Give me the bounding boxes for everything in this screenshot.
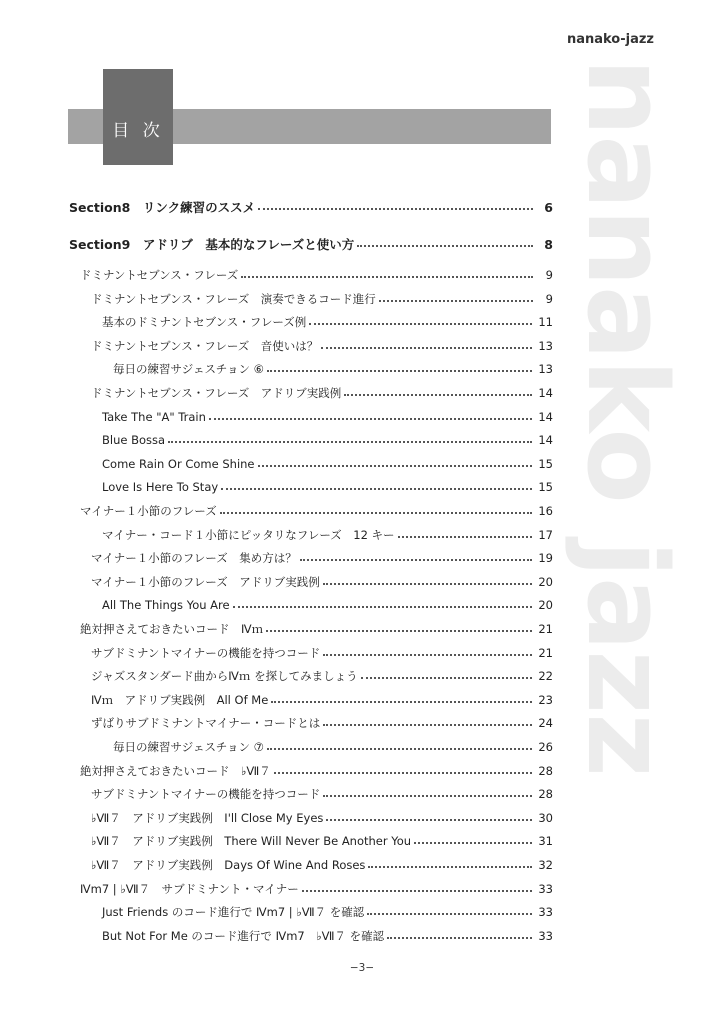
toc-entry-title: Take The "A" Train [102, 409, 206, 424]
dot-leader [414, 842, 532, 844]
toc-row[interactable] [91, 855, 553, 875]
toc-entry-title: マイナー・コード１小節にピッタリなフレーズ 12 キー [102, 527, 395, 542]
toc-row[interactable] [102, 525, 553, 545]
toc-entry-title: Ⅳｍ アドリブ実践例 All Of Me [91, 692, 269, 707]
toc-entry-title: Blue Bossa [102, 433, 166, 448]
dot-leader [266, 630, 532, 632]
dot-leader [271, 701, 532, 703]
toc-entry-title: 毎日の練習サジェスチョン ⑥ [113, 362, 264, 377]
dot-leader [379, 300, 533, 302]
toc-entry-title: Come Rain Or Come Shine [102, 456, 255, 471]
toc-entry-title: 絶対押さえておきたいコード ♭Ⅶ７ [80, 763, 271, 778]
toc-page-number: 33 [538, 881, 553, 896]
toc-row[interactable] [91, 289, 553, 309]
toc-row[interactable] [91, 713, 553, 733]
toc-entry-title: サブドミナントマイナーの機能を持つコード [91, 645, 321, 660]
toc-entry-title: Love Is Here To Stay [102, 480, 219, 495]
dot-leader [368, 866, 532, 868]
dot-leader [309, 323, 532, 325]
toc-page-number: 16 [538, 504, 553, 518]
toc-page-number: 23 [538, 692, 553, 707]
toc-page-number: 21 [538, 622, 553, 636]
toc-page-number: 32 [538, 858, 553, 872]
dot-leader [398, 536, 533, 538]
toc-entry-title: マイナー１小節のフレーズ [80, 504, 217, 518]
dot-leader [323, 654, 532, 656]
dot-leader [258, 465, 533, 467]
dot-leader [361, 677, 533, 679]
dot-leader [326, 819, 532, 821]
toc-page-number: 24 [538, 716, 553, 731]
toc-page-number: 26 [538, 740, 553, 754]
toc-row[interactable] [91, 572, 553, 592]
toc-page-number: 20 [538, 598, 553, 613]
toc-row[interactable] [102, 902, 553, 922]
toc-entry-title: All The Things You Are [102, 598, 230, 613]
toc-entry-title: ジャズスタンダード曲からⅣｍ を探してみましょう [91, 669, 358, 684]
toc-row[interactable] [80, 619, 553, 639]
toc-page-number: 11 [538, 315, 553, 330]
toc-row[interactable] [102, 454, 553, 474]
toc-page-number: 30 [538, 810, 553, 825]
toc-entry-title: ♭Ⅶ７ アドリブ実践例 Days Of Wine And Roses [91, 858, 366, 872]
toc-row[interactable] [91, 666, 553, 686]
toc-page-number: 9 [545, 291, 553, 306]
toc-row[interactable] [102, 477, 553, 497]
dot-leader [300, 559, 533, 561]
dot-leader [267, 370, 532, 372]
toc-entry-title: But Not For Me のコード進行で Ⅳm7 ♭Ⅶ７ を確認 [102, 928, 385, 943]
toc-entry-title: Ⅳm7 | ♭Ⅶ７ サブドミナント・マイナー [80, 881, 299, 896]
toc-page-number: 14 [538, 433, 553, 448]
toc-row[interactable] [102, 407, 553, 427]
toc-row[interactable] [80, 501, 553, 521]
dot-leader [302, 890, 533, 892]
toc-page-number: 33 [538, 928, 553, 943]
toc-section-row[interactable] [69, 234, 553, 254]
toc-entry-title: 毎日の練習サジェスチョン ⑦ [113, 740, 264, 754]
toc-page-number: 14 [538, 409, 553, 424]
dot-leader [274, 772, 533, 774]
toc-page-number: 9 [545, 268, 553, 282]
toc-page-number: 13 [538, 362, 553, 377]
toc-page-number: 17 [538, 527, 553, 542]
toc-entry-title: 絶対押さえておきたいコード Ⅳｍ [80, 622, 264, 636]
toc-row[interactable] [113, 737, 553, 757]
toc-page-number: 33 [538, 905, 553, 920]
toc-page-number: 28 [538, 787, 553, 802]
dot-leader [367, 913, 532, 915]
dot-leader [321, 347, 532, 349]
toc-page-number: 14 [538, 386, 553, 400]
toc-page-number: 21 [538, 645, 553, 660]
toc-page-number: 13 [538, 338, 553, 353]
toc-page-number: 19 [538, 551, 553, 566]
toc-row[interactable] [91, 784, 553, 804]
brand-label: nanako-jazz [566, 32, 654, 47]
toc-entry-title: ドミナントセブンス・フレーズ 音使いは？ [91, 338, 319, 353]
toc-row[interactable] [102, 430, 553, 450]
toc-row[interactable] [91, 383, 553, 403]
watermark-text: nanako jazz [563, 58, 691, 777]
toc-page-number: 15 [538, 456, 553, 471]
toc-entry-title: Just Friends のコード進行で Ⅳm7 | ♭Ⅶ７ を確認 [102, 905, 365, 920]
toc-entry-title: ドミナントセブンス・フレーズ [80, 268, 239, 282]
toc-page-number: 20 [538, 574, 553, 589]
dot-leader [267, 748, 532, 750]
toc-row[interactable] [102, 926, 553, 946]
toc-row[interactable] [91, 690, 553, 710]
dot-leader [221, 488, 532, 490]
toc-row[interactable] [80, 761, 553, 781]
dot-leader [168, 441, 532, 443]
toc-page-number: 28 [538, 763, 553, 778]
toc-entry-title: ドミナントセブンス・フレーズ アドリブ実践例 [91, 386, 342, 400]
toc-row[interactable] [80, 879, 553, 899]
toc-row[interactable] [102, 312, 553, 332]
toc-entry-title: Section8 リンク練習のススメ [69, 200, 256, 215]
toc-row[interactable] [91, 808, 553, 828]
toc-page-number: 22 [538, 669, 553, 684]
page-number: −3− [349, 962, 375, 974]
toc-section-row[interactable] [69, 197, 553, 217]
dot-leader [357, 245, 533, 247]
dot-leader [233, 606, 533, 608]
dot-leader [209, 418, 532, 420]
dot-leader [323, 795, 532, 797]
toc-entry-title: ♭Ⅶ７ アドリブ実践例 I'll Close My Eyes [91, 810, 324, 825]
toc-entry-title: ずばりサブドミナントマイナー・コードとは [91, 716, 321, 731]
toc-page-number: 6 [544, 199, 553, 215]
toc-row[interactable] [91, 336, 553, 356]
dot-leader [258, 208, 533, 210]
toc-page-number: 15 [538, 480, 553, 495]
dot-leader [323, 724, 532, 726]
dot-leader [323, 583, 533, 585]
page-title: 目 次 [112, 120, 164, 141]
toc-row[interactable] [80, 265, 553, 285]
toc-row[interactable] [102, 595, 553, 615]
dot-leader [344, 394, 532, 396]
toc-row[interactable] [91, 548, 553, 568]
toc-entry-title: ドミナントセブンス・フレーズ 演奏できるコード進行 [91, 291, 376, 306]
toc-entry-title: マイナー１小節のフレーズ アドリブ実践例 [91, 574, 320, 589]
toc-page-number: 8 [544, 236, 553, 252]
dot-leader [241, 276, 533, 278]
toc-entry-title: ♭Ⅶ７ アドリブ実践例 There Will Never Be Another You [91, 834, 412, 849]
toc-entry-title: 基本のドミナントセブンス・フレーズ例 [102, 315, 307, 330]
toc-row[interactable] [113, 359, 553, 379]
toc-row[interactable] [91, 643, 553, 663]
toc-entry-title: マイナー１小節のフレーズ 集め方は？ [91, 551, 297, 566]
dot-leader [387, 937, 532, 939]
toc-page-number: 31 [538, 834, 553, 849]
toc-entry-title: サブドミナントマイナーの機能を持つコード [91, 787, 321, 802]
toc-row[interactable] [91, 831, 553, 851]
toc-entry-title: Section9 アドリブ 基本的なフレーズと使い方 [69, 237, 355, 252]
dot-leader [220, 512, 533, 514]
